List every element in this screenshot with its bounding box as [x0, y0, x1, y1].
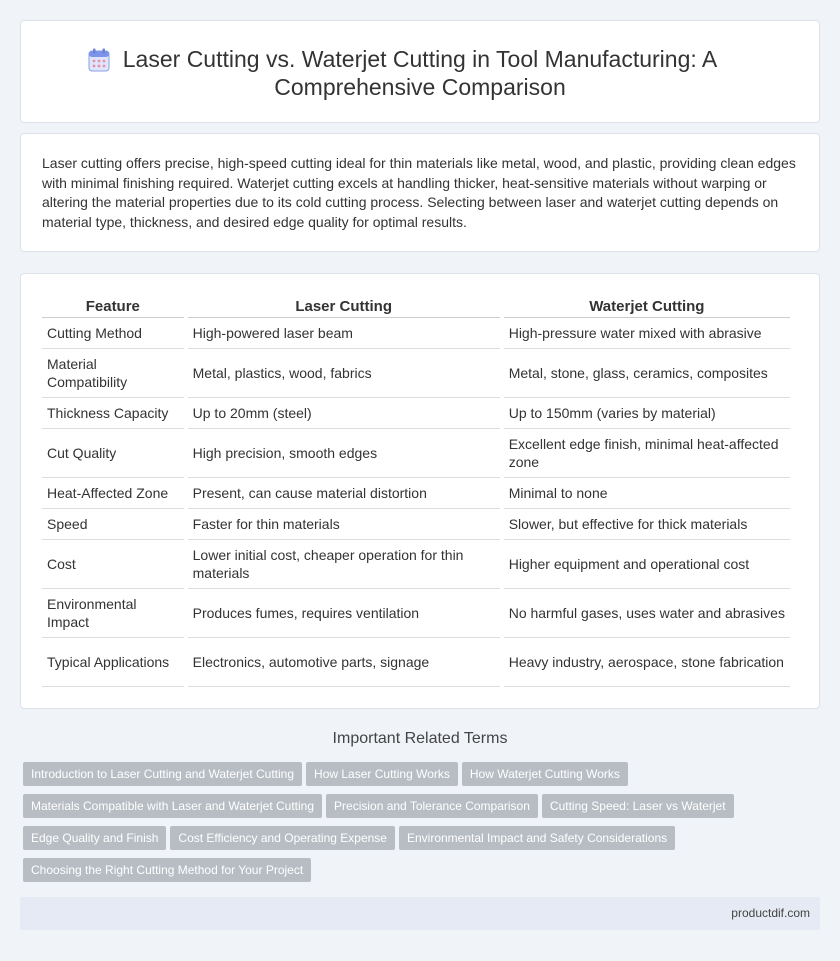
feature-cell: Typical Applications: [42, 638, 184, 687]
related-term-tag[interactable]: Precision and Tolerance Comparison: [326, 794, 538, 818]
feature-cell: Material Compatibility: [42, 349, 184, 398]
feature-cell: Environmental Impact: [42, 589, 184, 638]
feature-cell: Cut Quality: [42, 429, 184, 478]
related-term-tag[interactable]: Cutting Speed: Laser vs Waterjet: [542, 794, 734, 818]
related-term-tag[interactable]: Materials Compatible with Laser and Waterjet Cutting: [23, 794, 322, 818]
related-terms-title: Important Related Terms: [332, 730, 508, 747]
laser-cell: Faster for thin materials: [188, 509, 500, 540]
waterjet-cell: Heavy industry, aerospace, stone fabrication: [504, 638, 790, 687]
waterjet-cell: High-pressure water mixed with abrasive: [504, 318, 790, 349]
table-row: [42, 429, 790, 478]
table-row: [42, 638, 790, 687]
laser-cell: Up to 20mm (steel): [188, 398, 500, 429]
feature-cell: Cost: [42, 540, 184, 589]
waterjet-cell: Up to 150mm (varies by material): [504, 398, 790, 429]
table-row: [42, 318, 790, 349]
related-terms-list: [23, 762, 803, 890]
laser-cell: Present, can cause material distortion: [188, 478, 500, 509]
waterjet-cell: Minimal to none: [504, 478, 790, 509]
feature-cell: Heat-Affected Zone: [42, 478, 184, 509]
table-row: [42, 540, 790, 589]
related-term-tag[interactable]: How Waterjet Cutting Works: [462, 762, 628, 786]
page-title-line-1: Laser Cutting vs. Waterjet Cutting in Tool Manufacturing: A: [122, 46, 718, 72]
laser-cell: Lower initial cost, cheaper operation for thin materials: [188, 540, 500, 589]
footer-site-link[interactable]: productdif.com: [731, 906, 810, 920]
header-feature: Feature: [42, 294, 184, 318]
waterjet-cell: Metal, stone, glass, ceramics, composites: [504, 349, 790, 398]
header-waterjet: Waterjet Cutting: [504, 294, 790, 318]
table-row: [42, 589, 790, 638]
related-term-tag[interactable]: How Laser Cutting Works: [306, 762, 458, 786]
related-term-tag[interactable]: Edge Quality and Finish: [23, 826, 166, 850]
summary-text: Laser cutting offers precise, high-speed cutting ideal for thin materials like metal, wood, and plastic, providing clean edges with minimal finishing required. Waterjet cutting excels at handling thicker, heat-sensitive materials without warping or altering the material properties due to its cold cutting process. Selecting between laser and waterjet cutting depends on material type, thickness, and desired edge quality for optimal results.: [42, 155, 796, 230]
laser-cell: High-powered laser beam: [188, 318, 500, 349]
table-row: [42, 478, 790, 509]
footer: [20, 897, 820, 930]
feature-cell: Speed: [42, 509, 184, 540]
related-term-tag[interactable]: Introduction to Laser Cutting and Waterjet Cutting: [23, 762, 302, 786]
feature-cell: Thickness Capacity: [42, 398, 184, 429]
laser-cell: Electronics, automotive parts, signage: [188, 638, 500, 687]
laser-cell: High precision, smooth edges: [188, 429, 500, 478]
related-term-tag[interactable]: Environmental Impact and Safety Considerations: [399, 826, 675, 850]
waterjet-cell: Slower, but effective for thick materials: [504, 509, 790, 540]
waterjet-cell: No harmful gases, uses water and abrasives: [504, 589, 790, 638]
laser-cell: Produces fumes, requires ventilation: [188, 589, 500, 638]
summary-card: [20, 133, 820, 252]
related-term-tag[interactable]: Choosing the Right Cutting Method for Your Project: [23, 858, 311, 882]
comparison-table: [38, 294, 794, 687]
title-card: [20, 20, 820, 123]
waterjet-cell: Excellent edge finish, minimal heat-affected zone: [504, 429, 790, 478]
feature-cell: Cutting Method: [42, 318, 184, 349]
comparison-card: [20, 273, 820, 709]
laser-cell: Metal, plastics, wood, fabrics: [188, 349, 500, 398]
table-row: [42, 349, 790, 398]
waterjet-cell: Higher equipment and operational cost: [504, 540, 790, 589]
header-laser: Laser Cutting: [188, 294, 500, 318]
table-header-row: [42, 294, 790, 318]
table-row: [42, 398, 790, 429]
table-row: [42, 509, 790, 540]
page-title-line-2: Comprehensive Comparison: [274, 74, 566, 100]
related-term-tag[interactable]: Cost Efficiency and Operating Expense: [170, 826, 395, 850]
